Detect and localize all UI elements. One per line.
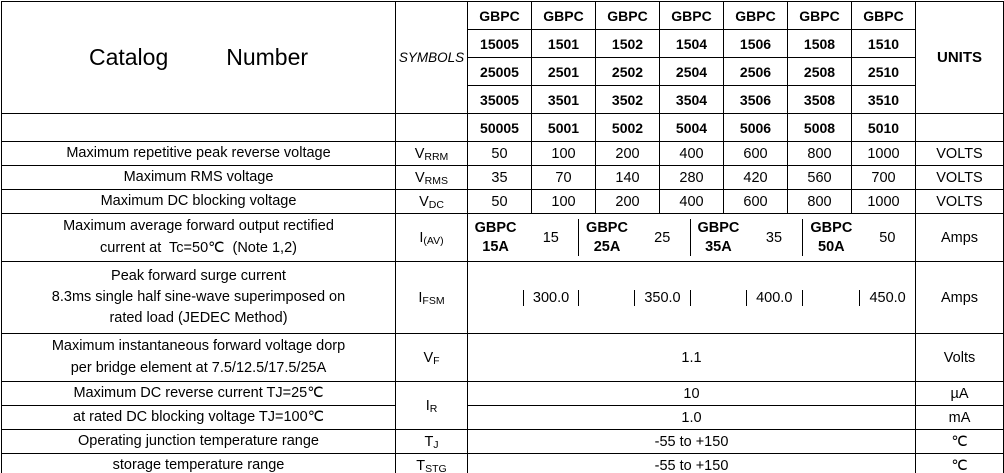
ifsm-value-1: 350.0: [635, 290, 691, 306]
symbols-spacer: [396, 114, 468, 142]
iav-package-0-rating: 15A: [482, 238, 509, 255]
vrrm-value-4: 600: [724, 142, 788, 166]
iav-package-1: [579, 219, 635, 255]
table-row-tj: [2, 430, 1004, 454]
part-col-5-code-3: 5008: [788, 114, 852, 142]
row-label-ifsm-line3: rated load (JEDEC Method): [109, 310, 288, 326]
row-symbol-vrms: [396, 166, 468, 190]
ifsm-inner-table: [468, 290, 915, 306]
tstg-units: ℃: [916, 454, 1004, 473]
ifsm-spacer-1: [579, 290, 635, 306]
part-col-5-code-0: 1508: [788, 30, 852, 58]
symbol-main: I: [425, 397, 430, 414]
row-symbol-iav: [396, 214, 468, 262]
vdc-value-0: 50: [468, 190, 532, 214]
part-col-2-code-0: 1502: [596, 30, 660, 58]
iav-value-3: 50: [879, 229, 896, 246]
table-row-vf: [2, 334, 1004, 382]
iav-package-2-prefix: GBPC: [697, 220, 740, 237]
vdc-value-3: 400: [660, 190, 724, 214]
part-col-5-code-1: 2508: [788, 58, 852, 86]
symbol-main: T: [424, 433, 434, 450]
table-row-ir-100c: [2, 406, 1004, 430]
vdc-value-4: 600: [724, 190, 788, 214]
ifsm-spacer-2: [690, 290, 746, 306]
iav-package-0: [468, 219, 523, 255]
symbol-main: V: [414, 169, 425, 186]
vrrm-value-1: 100: [532, 142, 596, 166]
iav-inner-table: [468, 219, 915, 255]
part-col-2-code-2: 3502: [596, 86, 660, 114]
ifsm-value-3: 450.0: [869, 289, 906, 306]
row-symbol-vdc: [396, 190, 468, 214]
vdc-value-2: 200: [596, 190, 660, 214]
iav-package-2-rating: 35A: [705, 238, 732, 255]
row-label-ir-25c: Maximum DC reverse current TJ=25℃: [2, 382, 396, 406]
row-symbol-vrrm: [396, 142, 468, 166]
ir-100c-value: 1.0: [468, 406, 916, 430]
part-col-4-code-0: 1506: [724, 30, 788, 58]
row-label-iav: [2, 214, 396, 262]
iav-value-2: 35: [746, 219, 802, 255]
row-label-vf-line1: Maximum instantaneous forward voltage dorp: [51, 338, 346, 355]
vrms-value-6: 700: [852, 166, 916, 190]
ifsm-value-0: 300.0: [523, 290, 579, 306]
vrms-value-2: 140: [596, 166, 660, 190]
part-col-0-code-1: 25005: [468, 58, 532, 86]
iav-package-2: [690, 219, 746, 255]
row-label-vrrm: Maximum repetitive peak reverse voltage: [2, 142, 396, 166]
symbol-sub: DC: [428, 198, 444, 211]
vf-units: Volts: [916, 334, 1004, 382]
iav-package-3-prefix: GBPC: [810, 220, 853, 237]
table-row-iav: [2, 214, 1004, 262]
vrms-value-4: 420: [724, 166, 788, 190]
part-col-4-code-3: 5006: [724, 114, 788, 142]
symbol-main: I: [418, 289, 423, 306]
header-row-code-4: [2, 114, 1004, 142]
symbol-sub: STG: [425, 462, 447, 473]
iav-package-3: [802, 219, 859, 255]
part-col-3-code-2: 3504: [660, 86, 724, 114]
part-col-4-code-1: 2506: [724, 58, 788, 86]
electrical-characteristics-table: [1, 1, 1004, 473]
iav-package-1-prefix: GBPC: [586, 220, 628, 237]
part-col-6-code-0: 1510: [852, 30, 916, 58]
part-col-1-prefix: GBPC: [532, 2, 596, 30]
ir-25c-value: 10: [468, 382, 916, 406]
part-col-3-prefix: GBPC: [660, 2, 724, 30]
symbol-sub: F: [433, 354, 440, 367]
symbol-sub: (AV): [423, 234, 444, 247]
ifsm-units: Amps: [916, 262, 1004, 334]
part-col-0-code-2: 35005: [468, 86, 532, 114]
table-row-tstg: [2, 454, 1004, 473]
row-symbol-tj: [396, 430, 468, 454]
vf-value: 1.1: [468, 334, 916, 382]
part-col-0-code-0: 15005: [468, 30, 532, 58]
iav-value-0: 15: [523, 219, 579, 255]
header-row-prefix: [2, 2, 1004, 30]
symbol-main: V: [419, 193, 429, 210]
part-col-3-code-0: 1504: [660, 30, 724, 58]
part-col-6-prefix: GBPC: [852, 2, 916, 30]
part-col-4-code-2: 3506: [724, 86, 788, 114]
catalog-label: Catalog: [88, 44, 169, 70]
vrrm-value-0: 50: [468, 142, 532, 166]
vrrm-units: VOLTS: [916, 142, 1004, 166]
vrms-value-5: 560: [788, 166, 852, 190]
ir-25c-units: µA: [916, 382, 1004, 406]
part-col-2-prefix: GBPC: [596, 2, 660, 30]
row-label-vdc: Maximum DC blocking voltage: [2, 190, 396, 214]
symbol-main: I: [419, 229, 424, 246]
part-col-1-code-3: 5001: [532, 114, 596, 142]
part-col-1-code-1: 2501: [532, 58, 596, 86]
vrms-value-3: 280: [660, 166, 724, 190]
symbol-sub: R: [429, 402, 438, 415]
part-col-5-code-2: 3508: [788, 86, 852, 114]
row-symbol-vf: [396, 334, 468, 382]
table-row-ir-25c: [2, 382, 1004, 406]
ifsm-spacer-0: [468, 290, 523, 306]
symbol-main: V: [414, 145, 425, 162]
part-col-1-code-0: 1501: [532, 30, 596, 58]
catalog-number-title: [2, 2, 396, 114]
row-symbol-ifsm: [396, 262, 468, 334]
part-col-6-code-3: 5010: [852, 114, 916, 142]
symbol-main: V: [423, 349, 434, 366]
part-col-0-prefix: GBPC: [468, 2, 532, 30]
iav-package-0-prefix: GBPC: [474, 220, 517, 237]
vrrm-value-2: 200: [596, 142, 660, 166]
ifsm-value-2: 400.0: [746, 290, 802, 306]
units-spacer: [916, 114, 1004, 142]
iav-package-3-rating: 50A: [818, 238, 845, 255]
vrrm-value-3: 400: [660, 142, 724, 166]
vrms-value-1: 70: [532, 166, 596, 190]
part-col-6-code-1: 2510: [852, 58, 916, 86]
iav-value-grid: [468, 214, 916, 262]
part-col-0-code-3: 50005: [468, 114, 532, 142]
part-col-6-code-2: 3510: [852, 86, 916, 114]
part-col-2-code-3: 5002: [596, 114, 660, 142]
tj-units: ℃: [916, 430, 1004, 454]
symbol-sub: FSM: [422, 294, 445, 307]
part-col-4-prefix: GBPC: [724, 2, 788, 30]
symbol-sub: RMS: [424, 174, 448, 187]
part-col-3-code-1: 2504: [660, 58, 724, 86]
symbol-main: T: [416, 457, 426, 473]
part-col-3-code-3: 5004: [660, 114, 724, 142]
ifsm-value-grid: [468, 262, 916, 334]
number-label: Number: [226, 44, 309, 70]
vrms-units: VOLTS: [916, 166, 1004, 190]
row-symbol-ir: [396, 382, 468, 430]
ifsm-spacer-3: [802, 290, 859, 306]
vrrm-value-6: 1000: [852, 142, 916, 166]
symbols-header: SYMBOLS: [396, 2, 468, 114]
row-label-tj: Operating junction temperature range: [2, 430, 396, 454]
row-label-iav-line2: current at Tc=50℃ (Note 1,2): [100, 239, 297, 256]
table-row-vrms: [2, 166, 1004, 190]
vrrm-value-5: 800: [788, 142, 852, 166]
units-header: UNITS: [916, 2, 1004, 114]
vdc-units: VOLTS: [916, 190, 1004, 214]
row-label-vf-line2: per bridge element at 7.5/12.5/17.5/25A: [70, 359, 327, 376]
tstg-value: -55 to +150: [468, 454, 916, 473]
row-label-ifsm-line1: Peak forward surge current: [111, 267, 286, 284]
row-label-ir-100c: at rated DC blocking voltage TJ=100℃: [2, 406, 396, 430]
row-symbol-tstg: [396, 454, 468, 473]
table-row-vdc: [2, 190, 1004, 214]
row-label-vrms: Maximum RMS voltage: [2, 166, 396, 190]
row-label-ifsm-line2: 8.3ms single half sine-wave superimposed on: [51, 288, 346, 305]
part-col-1-code-2: 3501: [532, 86, 596, 114]
part-col-2-code-1: 2502: [596, 58, 660, 86]
table-row-ifsm: [2, 262, 1004, 334]
row-label-ifsm: [2, 262, 396, 334]
ir-100c-units: mA: [916, 406, 1004, 430]
vdc-value-6: 1000: [852, 190, 916, 214]
row-label-tstg: storage temperature range: [2, 454, 396, 473]
iav-package-1-rating: 25A: [593, 238, 621, 255]
part-col-5-prefix: GBPC: [788, 2, 852, 30]
row-label-vf: [2, 334, 396, 382]
symbol-sub: J: [433, 438, 439, 451]
catalog-spacer: [2, 114, 396, 142]
iav-value-1: 25: [635, 219, 691, 255]
iav-units: Amps: [916, 214, 1004, 262]
row-label-iav-line1: Maximum average forward output rectified: [63, 218, 334, 235]
symbol-sub: RRM: [424, 150, 449, 163]
vdc-value-1: 100: [532, 190, 596, 214]
tj-value: -55 to +150: [468, 430, 916, 454]
table-row-vrrm: [2, 142, 1004, 166]
vrms-value-0: 35: [468, 166, 532, 190]
vdc-value-5: 800: [788, 190, 852, 214]
